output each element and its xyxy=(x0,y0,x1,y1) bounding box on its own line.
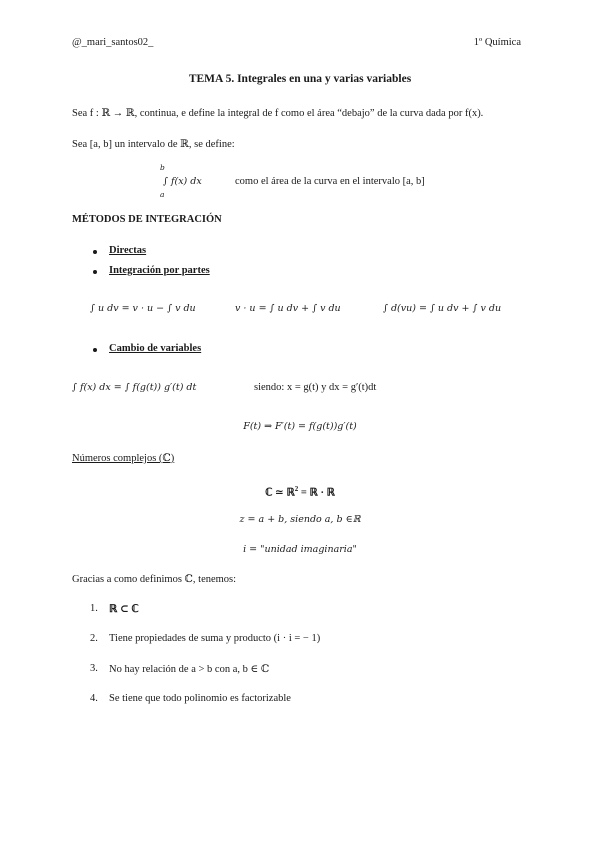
list-item-1: ℝ ⊂ ℂ xyxy=(109,604,139,615)
parts-formula-3: ∫ d(vu) = ∫ u dv + ∫ v du xyxy=(383,303,502,314)
intro-line-1: Sea f : ℝ → ℝ, continua, e define la integral de f como el área “debajo” de la curva dada por f(x). xyxy=(72,108,484,119)
method-partes: Integración por partes xyxy=(109,265,210,276)
integral-description: como el área de la curva en el intervalo [a, b] xyxy=(235,176,425,187)
parts-formula-1: ∫ u dv = v · u − ∫ v du xyxy=(90,303,196,314)
complex-isomorphism: ℂ ≃ ℝ$^2$ = ℝ · ℝ xyxy=(265,485,335,499)
bullet-icon xyxy=(93,270,97,274)
change-formula: ∫ f(x) dx = ∫ f(g(t)) g′(t) dt xyxy=(72,382,197,393)
change-derivative: F(t) ⇒ F′(t) = f(g(t))g′(t) xyxy=(243,421,357,432)
list-item-4: Se tiene que todo polinomio es factorizable xyxy=(109,693,291,704)
complex-i-definition: i = "unidad imaginaria" xyxy=(243,544,357,555)
header-course: 1º Química xyxy=(473,37,521,48)
list-item-2: Tiene propiedades de suma y producto (i · i = − 1) xyxy=(109,633,321,644)
method-cambio: Cambio de variables xyxy=(109,343,202,354)
complex-heading: Números complejos (ℂ) xyxy=(72,453,175,464)
integral-expression: ∫ f(x) dx xyxy=(163,176,202,187)
integral-lower-limit: a xyxy=(160,190,165,199)
bullet-icon xyxy=(93,348,97,352)
bullet-icon xyxy=(93,250,97,254)
list-item-3: No hay relación de a > b con a, b ∈ ℂ xyxy=(109,664,270,675)
list-num-1: 1. xyxy=(90,603,98,614)
list-num-4: 4. xyxy=(90,693,98,704)
integral-upper-limit: b xyxy=(160,163,165,172)
change-condition: siendo: x = g(t) y dx = g′(t)dt xyxy=(254,382,377,393)
list-num-2: 2. xyxy=(90,633,98,644)
complex-intro: Gracias a como definimos ℂ, tenemos: xyxy=(72,574,237,585)
methods-heading: MÉTODOS DE INTEGRACIÓN xyxy=(72,214,222,225)
intro-line-2: Sea [a, b] un intervalo de ℝ, se define: xyxy=(72,139,235,150)
method-directas: Directas xyxy=(109,245,147,256)
header-author: @_mari_santos02_ xyxy=(72,37,154,48)
complex-z-definition: z = a + b, siendo a, b ∈ℝ xyxy=(239,514,361,525)
iso-exponent: 2 xyxy=(294,485,299,493)
list-num-3: 3. xyxy=(90,663,98,674)
page-title: TEMA 5. Integrales en una y varias variables xyxy=(188,73,412,85)
parts-formula-2: v · u = ∫ u dv + ∫ v du xyxy=(235,303,341,314)
